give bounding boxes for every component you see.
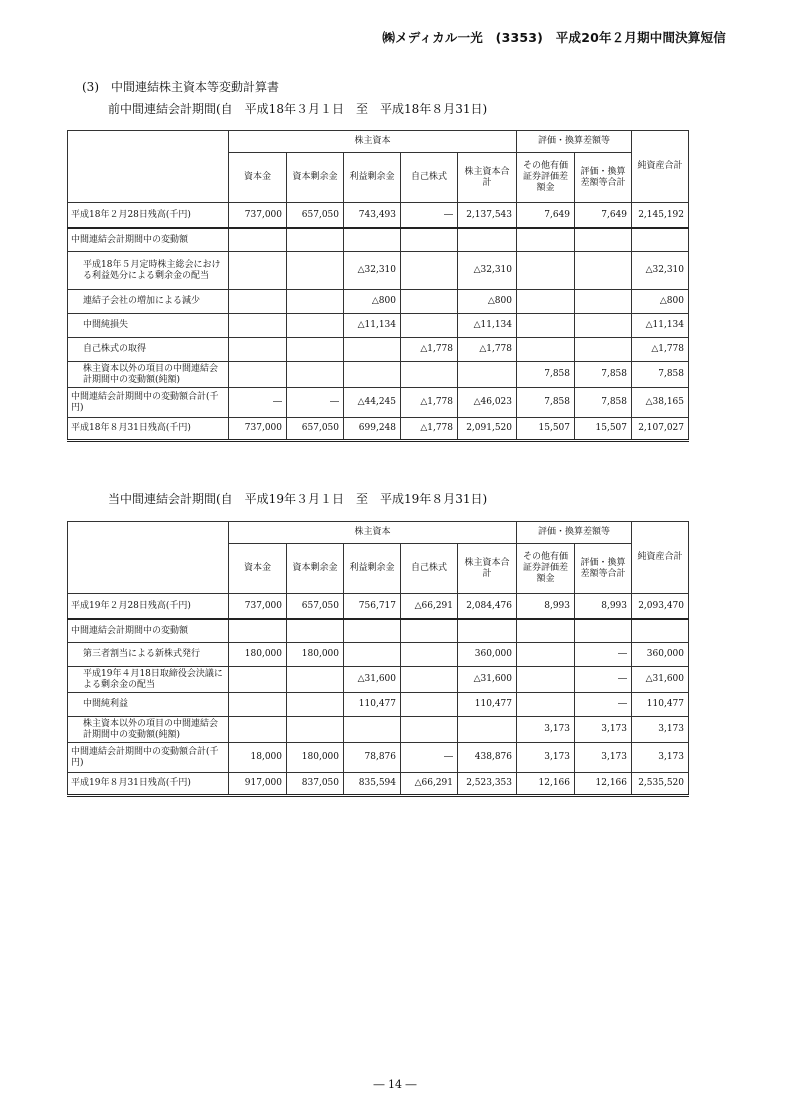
value-cell: 7,858 bbox=[517, 388, 575, 418]
empty-cell bbox=[575, 228, 632, 252]
value-cell: 835,594 bbox=[344, 773, 401, 796]
header-valuation-total: 評価・換算差額等合計 bbox=[575, 153, 632, 203]
value-cell bbox=[401, 362, 458, 388]
empty-cell bbox=[575, 619, 632, 643]
header-net-assets-total: 純資産合計 bbox=[632, 131, 689, 203]
changes-heading-label: 中間連結会計期間中の変動額 bbox=[68, 228, 229, 252]
value-cell: ― bbox=[229, 388, 287, 418]
empty-cell bbox=[401, 228, 458, 252]
header-row-groups bbox=[68, 522, 689, 544]
header-capital-surplus: 資本剰余金 bbox=[287, 153, 344, 203]
value-cell bbox=[344, 643, 401, 667]
value-cell bbox=[517, 314, 575, 338]
row-label: 中間連結会計期間中の変動額合計(千円) bbox=[68, 388, 229, 418]
period-title-previous: 前中間連結会計期間(自 平成18年３月１日 至 平成18年８月31日) bbox=[108, 102, 488, 116]
value-cell bbox=[287, 314, 344, 338]
value-cell bbox=[344, 338, 401, 362]
value-cell: 110,477 bbox=[344, 693, 401, 717]
value-cell: △46,023 bbox=[458, 388, 517, 418]
value-cell: △32,310 bbox=[632, 252, 689, 290]
change-item-row bbox=[68, 667, 689, 693]
header-treasury-stock: 自己株式 bbox=[401, 544, 458, 594]
empty-cell bbox=[344, 619, 401, 643]
value-cell bbox=[344, 717, 401, 743]
header-blank-cell bbox=[68, 131, 229, 203]
value-cell bbox=[287, 693, 344, 717]
row-label: 株主資本以外の項目の中間連結会計期間中の変動額(純額) bbox=[68, 717, 229, 743]
value-cell: 756,717 bbox=[344, 594, 401, 619]
value-cell bbox=[517, 252, 575, 290]
change-item-row bbox=[68, 314, 689, 338]
changes-heading-label: 中間連結会計期間中の変動額 bbox=[68, 619, 229, 643]
value-cell bbox=[287, 252, 344, 290]
value-cell: 7,858 bbox=[575, 388, 632, 418]
value-cell bbox=[401, 667, 458, 693]
empty-cell bbox=[229, 228, 287, 252]
value-cell: △31,600 bbox=[344, 667, 401, 693]
row-label: 連結子会社の増加による減少 bbox=[68, 290, 229, 314]
value-cell: △800 bbox=[344, 290, 401, 314]
value-cell: 657,050 bbox=[287, 594, 344, 619]
header-shareholders-equity: 株主資本 bbox=[229, 131, 517, 153]
value-cell: △11,134 bbox=[344, 314, 401, 338]
value-cell: △1,778 bbox=[458, 338, 517, 362]
header-blank-cell bbox=[68, 522, 229, 594]
header-treasury-stock: 自己株式 bbox=[401, 153, 458, 203]
opening-balance-row bbox=[68, 594, 689, 619]
value-cell: △44,245 bbox=[344, 388, 401, 418]
header-capital: 資本金 bbox=[229, 153, 287, 203]
header-retained-earnings: 利益剰余金 bbox=[344, 544, 401, 594]
empty-cell bbox=[344, 228, 401, 252]
value-cell: △11,134 bbox=[458, 314, 517, 338]
empty-cell bbox=[517, 228, 575, 252]
empty-cell bbox=[401, 619, 458, 643]
value-cell: 360,000 bbox=[632, 643, 689, 667]
value-cell bbox=[401, 693, 458, 717]
value-cell: △800 bbox=[458, 290, 517, 314]
value-cell: 7,858 bbox=[517, 362, 575, 388]
value-cell bbox=[458, 362, 517, 388]
change-item-row bbox=[68, 717, 689, 743]
value-cell: 7,858 bbox=[575, 362, 632, 388]
header-shareholders-total: 株主資本合計 bbox=[458, 153, 517, 203]
row-label: 平成19年４月18日取締役会決議による剰余金の配当 bbox=[68, 667, 229, 693]
value-cell: 3,173 bbox=[517, 743, 575, 773]
value-cell bbox=[517, 290, 575, 314]
row-label: 中間連結会計期間中の変動額合計(千円) bbox=[68, 743, 229, 773]
value-cell bbox=[401, 717, 458, 743]
value-cell: 3,173 bbox=[575, 717, 632, 743]
header-shareholders-total: 株主資本合計 bbox=[458, 544, 517, 594]
row-label: 第三者割当による新株式発行 bbox=[68, 643, 229, 667]
total-change-row bbox=[68, 388, 689, 418]
value-cell: 110,477 bbox=[632, 693, 689, 717]
row-label: 中間純損失 bbox=[68, 314, 229, 338]
value-cell: 743,493 bbox=[344, 203, 401, 228]
value-cell bbox=[517, 693, 575, 717]
value-cell: 3,173 bbox=[575, 743, 632, 773]
value-cell: 737,000 bbox=[229, 203, 287, 228]
header-securities-diff: その他有価証券評価差額金 bbox=[517, 544, 575, 594]
empty-cell bbox=[287, 228, 344, 252]
value-cell: △31,600 bbox=[458, 667, 517, 693]
page-number: ― 14 ― bbox=[373, 1078, 417, 1091]
section-title: (3) 中間連結株主資本等変動計算書 bbox=[82, 80, 279, 94]
row-label: 自己株式の取得 bbox=[68, 338, 229, 362]
row-label: 平成18年５月定時株主総会における利益処分による剰余金の配当 bbox=[68, 252, 229, 290]
empty-cell bbox=[458, 228, 517, 252]
value-cell: △1,778 bbox=[401, 338, 458, 362]
value-cell: △1,778 bbox=[632, 338, 689, 362]
value-cell: 7,858 bbox=[632, 362, 689, 388]
value-cell: 2,093,470 bbox=[632, 594, 689, 619]
change-item-row bbox=[68, 362, 689, 388]
value-cell: 438,876 bbox=[458, 743, 517, 773]
value-cell bbox=[229, 717, 287, 743]
empty-cell bbox=[632, 228, 689, 252]
opening-balance-row bbox=[68, 203, 689, 228]
header-capital-surplus: 資本剰余金 bbox=[287, 544, 344, 594]
value-cell bbox=[229, 314, 287, 338]
row-label: 平成19年８月31日残高(千円) bbox=[68, 773, 229, 796]
page-header: ㈱メディカル一光 (3353) 平成20年２月期中間決算短信 bbox=[382, 30, 726, 45]
value-cell bbox=[287, 717, 344, 743]
value-cell bbox=[401, 252, 458, 290]
empty-cell bbox=[287, 619, 344, 643]
closing-balance-row bbox=[68, 773, 689, 796]
empty-cell bbox=[229, 619, 287, 643]
value-cell bbox=[575, 290, 632, 314]
value-cell bbox=[229, 252, 287, 290]
value-cell: 18,000 bbox=[229, 743, 287, 773]
value-cell bbox=[287, 338, 344, 362]
value-cell bbox=[287, 362, 344, 388]
row-label: 平成19年２月28日残高(千円) bbox=[68, 594, 229, 619]
value-cell bbox=[458, 717, 517, 743]
change-item-row bbox=[68, 338, 689, 362]
value-cell: △38,165 bbox=[632, 388, 689, 418]
value-cell: 657,050 bbox=[287, 203, 344, 228]
change-item-row bbox=[68, 252, 689, 290]
value-cell: 110,477 bbox=[458, 693, 517, 717]
value-cell: 180,000 bbox=[229, 643, 287, 667]
header-row-groups bbox=[68, 131, 689, 153]
equity-statement-table-previous bbox=[67, 130, 689, 442]
value-cell: 78,876 bbox=[344, 743, 401, 773]
value-cell: 8,993 bbox=[575, 594, 632, 619]
value-cell: 7,649 bbox=[517, 203, 575, 228]
value-cell: 180,000 bbox=[287, 743, 344, 773]
value-cell bbox=[229, 693, 287, 717]
value-cell: ― bbox=[401, 203, 458, 228]
header-shareholders-equity: 株主資本 bbox=[229, 522, 517, 544]
empty-cell bbox=[458, 619, 517, 643]
value-cell: 2,535,520 bbox=[632, 773, 689, 796]
value-cell bbox=[575, 314, 632, 338]
value-cell: △66,291 bbox=[401, 594, 458, 619]
value-cell: 2,091,520 bbox=[458, 418, 517, 441]
value-cell: 360,000 bbox=[458, 643, 517, 667]
value-cell: △1,778 bbox=[401, 388, 458, 418]
value-cell: 12,166 bbox=[575, 773, 632, 796]
value-cell: ― bbox=[575, 693, 632, 717]
value-cell: △1,778 bbox=[401, 418, 458, 441]
value-cell: 837,050 bbox=[287, 773, 344, 796]
header-valuation-total: 評価・換算差額等合計 bbox=[575, 544, 632, 594]
value-cell: 737,000 bbox=[229, 594, 287, 619]
row-label: 株主資本以外の項目の中間連結会計期間中の変動額(純額) bbox=[68, 362, 229, 388]
value-cell: 15,507 bbox=[517, 418, 575, 441]
value-cell: 3,173 bbox=[632, 717, 689, 743]
value-cell: 2,523,353 bbox=[458, 773, 517, 796]
closing-balance-row bbox=[68, 418, 689, 441]
value-cell bbox=[229, 667, 287, 693]
value-cell bbox=[575, 338, 632, 362]
value-cell: 917,000 bbox=[229, 773, 287, 796]
value-cell bbox=[229, 290, 287, 314]
header-capital: 資本金 bbox=[229, 544, 287, 594]
value-cell bbox=[575, 252, 632, 290]
total-change-row bbox=[68, 743, 689, 773]
value-cell: 180,000 bbox=[287, 643, 344, 667]
value-cell: ― bbox=[575, 643, 632, 667]
value-cell bbox=[287, 667, 344, 693]
value-cell: ― bbox=[287, 388, 344, 418]
header-valuation-differences: 評価・換算差額等 bbox=[517, 131, 632, 153]
value-cell: △11,134 bbox=[632, 314, 689, 338]
changes-heading-row bbox=[68, 228, 689, 252]
value-cell: 12,166 bbox=[517, 773, 575, 796]
value-cell: △800 bbox=[632, 290, 689, 314]
value-cell bbox=[401, 643, 458, 667]
header-valuation-differences: 評価・換算差額等 bbox=[517, 522, 632, 544]
value-cell bbox=[517, 643, 575, 667]
empty-cell bbox=[517, 619, 575, 643]
value-cell: ― bbox=[401, 743, 458, 773]
value-cell: 2,145,192 bbox=[632, 203, 689, 228]
empty-cell bbox=[632, 619, 689, 643]
value-cell: 8,993 bbox=[517, 594, 575, 619]
value-cell: △66,291 bbox=[401, 773, 458, 796]
change-item-row bbox=[68, 290, 689, 314]
value-cell bbox=[401, 314, 458, 338]
value-cell: 2,137,543 bbox=[458, 203, 517, 228]
header-retained-earnings: 利益剰余金 bbox=[344, 153, 401, 203]
value-cell: 3,173 bbox=[632, 743, 689, 773]
value-cell: △32,310 bbox=[458, 252, 517, 290]
value-cell: 15,507 bbox=[575, 418, 632, 441]
value-cell bbox=[344, 362, 401, 388]
equity-statement-table-current bbox=[67, 521, 689, 797]
value-cell: ― bbox=[575, 667, 632, 693]
value-cell: 2,107,027 bbox=[632, 418, 689, 441]
value-cell bbox=[229, 338, 287, 362]
value-cell: 737,000 bbox=[229, 418, 287, 441]
row-label: 平成18年２月28日残高(千円) bbox=[68, 203, 229, 228]
value-cell: 699,248 bbox=[344, 418, 401, 441]
value-cell bbox=[287, 290, 344, 314]
value-cell bbox=[229, 362, 287, 388]
row-label: 中間純利益 bbox=[68, 693, 229, 717]
period-title-current: 当中間連結会計期間(自 平成19年３月１日 至 平成19年８月31日) bbox=[108, 492, 488, 506]
value-cell: 657,050 bbox=[287, 418, 344, 441]
change-item-row bbox=[68, 693, 689, 717]
changes-heading-row bbox=[68, 619, 689, 643]
header-securities-diff: その他有価証券評価差額金 bbox=[517, 153, 575, 203]
row-label: 平成18年８月31日残高(千円) bbox=[68, 418, 229, 441]
value-cell: △32,310 bbox=[344, 252, 401, 290]
value-cell bbox=[517, 667, 575, 693]
value-cell bbox=[517, 338, 575, 362]
header-net-assets-total: 純資産合計 bbox=[632, 522, 689, 594]
change-item-row bbox=[68, 643, 689, 667]
value-cell: △31,600 bbox=[632, 667, 689, 693]
value-cell: 7,649 bbox=[575, 203, 632, 228]
value-cell: 2,084,476 bbox=[458, 594, 517, 619]
value-cell: 3,173 bbox=[517, 717, 575, 743]
value-cell bbox=[401, 290, 458, 314]
